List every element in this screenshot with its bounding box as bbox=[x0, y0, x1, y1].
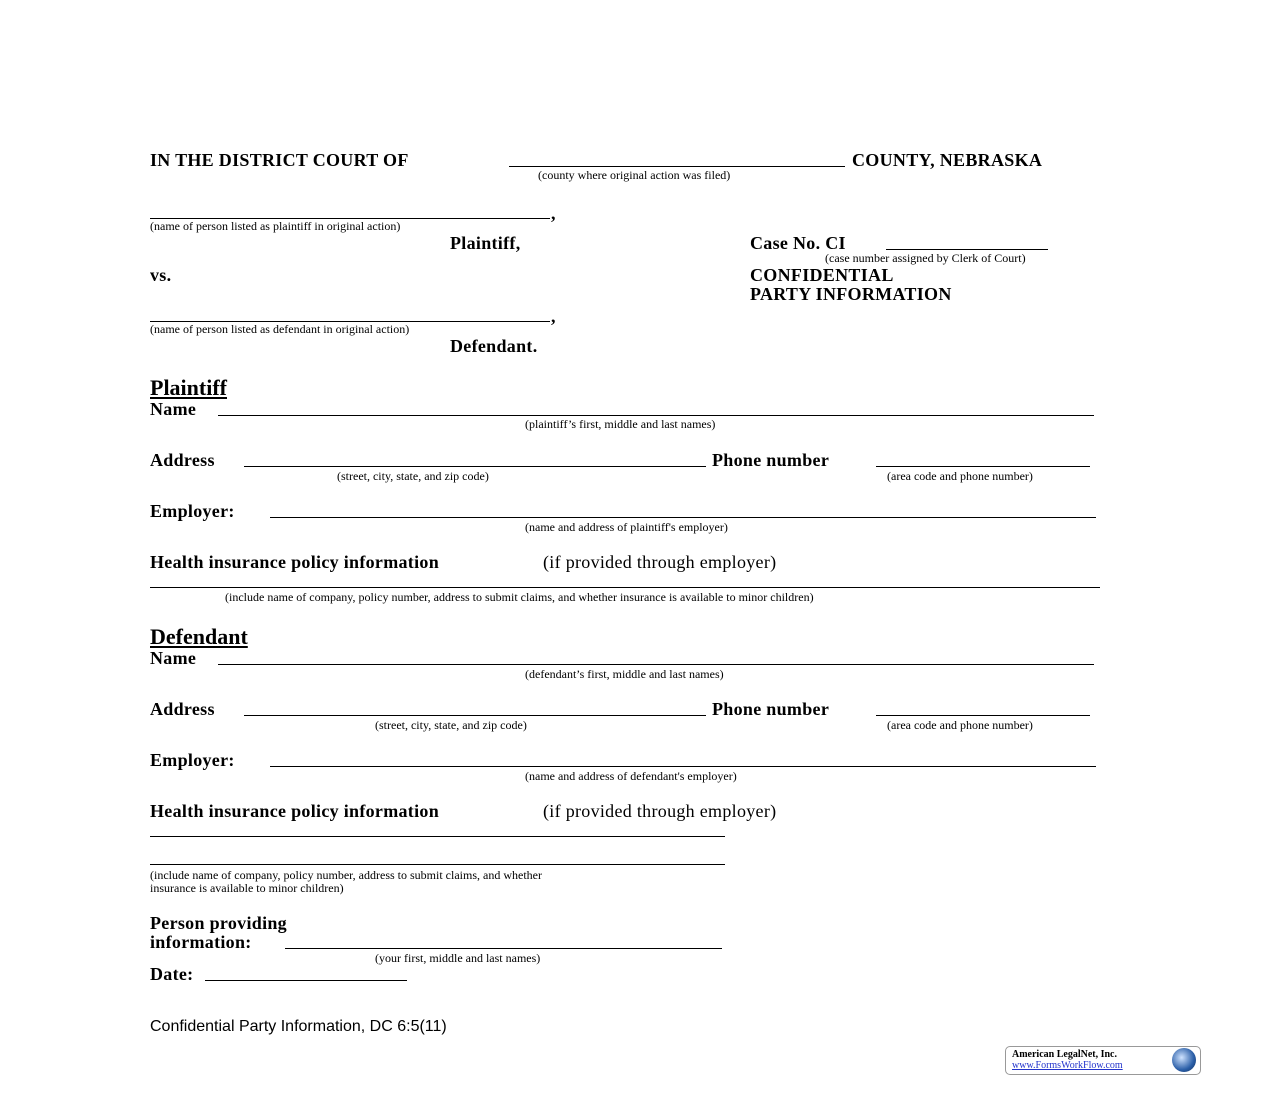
plaintiff-original-caption: (name of person listed as plaintiff in original action) bbox=[150, 219, 401, 233]
defendant-phone-caption: (area code and phone number) bbox=[887, 718, 1033, 732]
defendant-health-note: (if provided through employer) bbox=[543, 801, 777, 821]
plaintiff-address-caption: (street, city, state, and zip code) bbox=[337, 469, 489, 483]
case-no-label: Case No. CI bbox=[750, 233, 846, 253]
county-field[interactable] bbox=[509, 166, 845, 167]
plaintiff-name-field[interactable] bbox=[218, 415, 1094, 416]
date-field[interactable] bbox=[205, 980, 407, 981]
plaintiff-health-label: Health insurance policy information bbox=[150, 552, 439, 572]
form-id: Confidential Party Information, DC 6:5(11) bbox=[150, 1018, 447, 1035]
plaintiff-phone-caption: (area code and phone number) bbox=[887, 469, 1033, 483]
county-caption: (county where original action was filed) bbox=[538, 168, 731, 182]
person-name-field[interactable] bbox=[285, 948, 722, 949]
person-caption: (your first, middle and last names) bbox=[375, 951, 541, 965]
plaintiff-employer-label: Employer: bbox=[150, 501, 235, 521]
plaintiff-heading: Plaintiff bbox=[150, 375, 227, 400]
defendant-name-label: Name bbox=[150, 648, 197, 668]
plaintiff-health-note: (if provided through employer) bbox=[543, 552, 777, 572]
plaintiff-name-caption: (plaintiff’s first, middle and last names) bbox=[525, 417, 716, 431]
defendant-original-caption: (name of person listed as defendant in original action) bbox=[150, 322, 410, 336]
plaintiff-employer-field[interactable] bbox=[270, 517, 1096, 518]
court-prefix: IN THE DISTRICT COURT OF bbox=[150, 150, 409, 170]
defendant-health-caption-1: (include name of company, policy number, address to submit claims, and whether bbox=[150, 868, 542, 882]
defendant-health-field-1[interactable] bbox=[150, 836, 725, 837]
defendant-address-caption: (street, city, state, and zip code) bbox=[375, 718, 527, 732]
defendant-employer-field[interactable] bbox=[270, 766, 1096, 767]
date-label: Date: bbox=[150, 964, 194, 984]
plaintiff-label: Plaintiff, bbox=[450, 233, 521, 253]
defendant-phone-label: Phone number bbox=[712, 699, 830, 719]
american-legalnet-logo[interactable] bbox=[1005, 1046, 1201, 1075]
logo-url[interactable]: www.FormsWorkFlow.com bbox=[1012, 1060, 1123, 1071]
title-line-2: PARTY INFORMATION bbox=[750, 284, 952, 304]
defendant-employer-caption: (name and address of defendant's employer) bbox=[525, 769, 737, 783]
plaintiff-health-caption: (include name of company, policy number, address to submit claims, and whether insurance is available to minor children) bbox=[225, 590, 814, 604]
case-no-caption: (case number assigned by Clerk of Court) bbox=[825, 251, 1026, 265]
logo-company: American LegalNet, Inc. bbox=[1012, 1049, 1117, 1060]
defendant-label: Defendant. bbox=[450, 336, 538, 356]
defendant-name-field[interactable] bbox=[218, 664, 1094, 665]
defendant-employer-label: Employer: bbox=[150, 750, 235, 770]
defendant-heading: Defendant bbox=[150, 624, 248, 649]
defendant-health-caption-2: insurance is available to minor children) bbox=[150, 881, 344, 895]
plaintiff-phone-label: Phone number bbox=[712, 450, 830, 470]
comma: , bbox=[551, 306, 556, 326]
defendant-address-label: Address bbox=[150, 699, 215, 719]
plaintiff-health-field[interactable] bbox=[150, 587, 1100, 588]
plaintiff-address-field[interactable] bbox=[244, 466, 706, 467]
plaintiff-employer-caption: (name and address of plaintiff's employer) bbox=[525, 520, 728, 534]
vs-label: vs. bbox=[150, 265, 172, 285]
defendant-health-field-2[interactable] bbox=[150, 864, 725, 865]
case-no-field[interactable] bbox=[886, 249, 1048, 250]
person-label-1: Person providing bbox=[150, 913, 287, 933]
comma: , bbox=[551, 203, 556, 223]
defendant-health-label: Health insurance policy information bbox=[150, 801, 439, 821]
plaintiff-phone-field[interactable] bbox=[876, 466, 1090, 467]
person-label-2: information: bbox=[150, 932, 252, 952]
defendant-phone-field[interactable] bbox=[876, 715, 1090, 716]
globe-icon bbox=[1172, 1048, 1196, 1072]
plaintiff-address-label: Address bbox=[150, 450, 215, 470]
defendant-address-field[interactable] bbox=[244, 715, 706, 716]
defendant-name-caption: (defendant’s first, middle and last names) bbox=[525, 667, 724, 681]
title-line-1: CONFIDENTIAL bbox=[750, 265, 894, 285]
court-suffix: COUNTY, NEBRASKA bbox=[852, 150, 1043, 170]
plaintiff-name-label: Name bbox=[150, 399, 197, 419]
